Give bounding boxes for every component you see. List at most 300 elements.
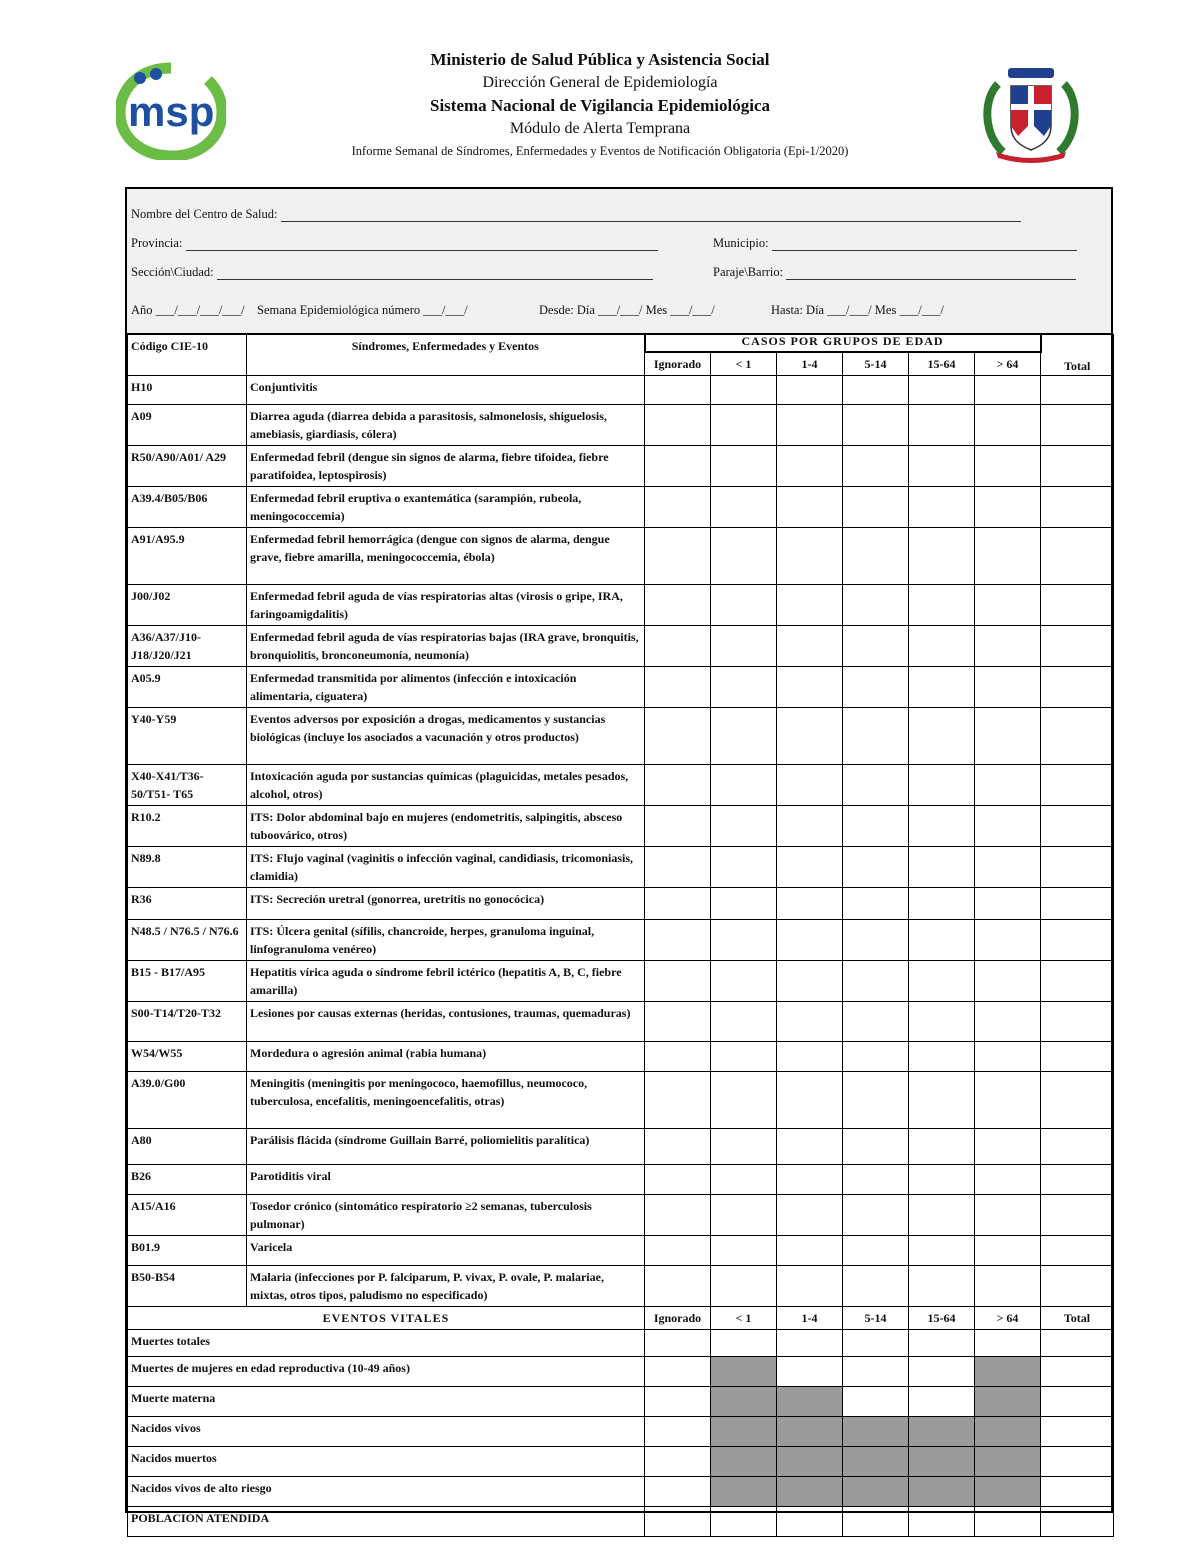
svg-text:msp: msp — [128, 88, 215, 135]
case-count-cell[interactable] — [711, 961, 777, 1002]
vital-count-cell[interactable] — [711, 1330, 777, 1357]
case-count-cell[interactable] — [1041, 528, 1114, 585]
case-count-cell[interactable] — [909, 1195, 975, 1236]
case-count-cell[interactable] — [711, 1165, 777, 1195]
table-row — [128, 765, 1114, 806]
case-count-cell[interactable] — [1041, 446, 1114, 487]
case-count-cell[interactable] — [711, 1042, 777, 1072]
vital-count-cell[interactable] — [1041, 1387, 1114, 1417]
case-count-cell[interactable] — [843, 1195, 909, 1236]
vital-count-cell[interactable] — [1041, 1357, 1114, 1387]
disabled-cell — [843, 1417, 909, 1447]
table-row — [128, 888, 1114, 920]
case-count-cell[interactable] — [843, 487, 909, 528]
condition-description: Enfermedad febril aguda de vías respiratorias bajas (IRA grave, bronquitis, bronquiolitis, bronconeumonía, neumonía) — [247, 626, 645, 667]
case-count-cell[interactable] — [711, 405, 777, 446]
case-count-cell[interactable] — [1041, 1236, 1114, 1266]
age-group-header: CASOS POR GRUPOS DE EDAD — [645, 334, 1041, 352]
disabled-cell — [711, 1387, 777, 1417]
vital-count-cell[interactable] — [645, 1357, 711, 1387]
vital-event-label: Nacidos vivos — [128, 1417, 645, 1447]
icd-code: A39.0/G00 — [128, 1072, 247, 1129]
case-count-cell[interactable] — [777, 585, 843, 626]
vital-count-cell[interactable] — [975, 1507, 1041, 1537]
case-count-cell[interactable] — [777, 1129, 843, 1165]
case-count-cell[interactable] — [843, 806, 909, 847]
case-count-cell[interactable] — [645, 920, 711, 961]
vital-count-cell[interactable] — [843, 1357, 909, 1387]
centro-field[interactable] — [281, 209, 1021, 222]
case-count-cell[interactable] — [975, 667, 1041, 708]
desde-field[interactable]: Desde: Día ___/___/ Mes ___/___/ — [539, 303, 715, 317]
case-count-cell[interactable] — [645, 708, 711, 765]
case-count-cell[interactable] — [711, 585, 777, 626]
vital-count-cell[interactable] — [645, 1507, 711, 1537]
icd-code: B01.9 — [128, 1236, 247, 1266]
case-count-cell[interactable] — [843, 1266, 909, 1307]
case-count-cell[interactable] — [843, 708, 909, 765]
case-count-cell[interactable] — [711, 765, 777, 806]
icd-code: A39.4/B05/B06 — [128, 487, 247, 528]
case-count-cell[interactable] — [645, 1002, 711, 1042]
case-count-cell[interactable] — [843, 585, 909, 626]
case-count-cell[interactable] — [1041, 1266, 1114, 1307]
case-count-cell[interactable] — [777, 920, 843, 961]
icd-code: B26 — [128, 1165, 247, 1195]
icd-code: R10.2 — [128, 806, 247, 847]
case-count-cell[interactable] — [909, 1072, 975, 1129]
case-count-cell[interactable] — [645, 667, 711, 708]
case-count-cell[interactable] — [975, 446, 1041, 487]
case-count-cell[interactable] — [909, 920, 975, 961]
coat-of-arms-icon — [978, 64, 1084, 164]
case-count-cell[interactable] — [975, 1072, 1041, 1129]
condition-description: Lesiones por causas externas (heridas, contusiones, traumas, quemaduras) — [247, 1002, 645, 1042]
case-count-cell[interactable] — [645, 446, 711, 487]
case-count-cell[interactable] — [711, 1266, 777, 1307]
age-column-header: < 1 — [711, 352, 777, 376]
case-count-cell[interactable] — [777, 626, 843, 667]
case-count-cell[interactable] — [711, 626, 777, 667]
case-count-cell[interactable] — [975, 806, 1041, 847]
case-count-cell[interactable] — [777, 888, 843, 920]
case-count-cell[interactable] — [975, 487, 1041, 528]
case-count-cell[interactable] — [711, 528, 777, 585]
case-count-cell[interactable] — [975, 405, 1041, 446]
total-column-header: Total — [1041, 334, 1114, 376]
disabled-cell — [777, 1447, 843, 1477]
case-count-cell[interactable] — [975, 888, 1041, 920]
directorate-title: Dirección General de Epidemiología — [482, 74, 718, 91]
table-row — [128, 920, 1114, 961]
case-count-cell[interactable] — [711, 487, 777, 528]
vital-event-row — [128, 1477, 1114, 1507]
case-count-cell[interactable] — [711, 667, 777, 708]
case-count-cell[interactable] — [645, 376, 711, 405]
case-count-cell[interactable] — [1041, 1129, 1114, 1165]
case-count-cell[interactable] — [777, 405, 843, 446]
case-count-cell[interactable] — [777, 667, 843, 708]
case-count-cell[interactable] — [909, 806, 975, 847]
case-count-cell[interactable] — [711, 806, 777, 847]
vital-event-row — [128, 1387, 1114, 1417]
icd-code: A09 — [128, 405, 247, 446]
table-row — [128, 961, 1114, 1002]
age-column-header: 1-4 — [777, 352, 843, 376]
case-count-cell[interactable] — [909, 446, 975, 487]
vital-event-label: Nacidos muertos — [128, 1447, 645, 1477]
case-count-cell[interactable] — [777, 806, 843, 847]
case-count-cell[interactable] — [909, 528, 975, 585]
case-count-cell[interactable] — [1041, 1195, 1114, 1236]
case-count-cell[interactable] — [909, 888, 975, 920]
case-count-cell[interactable] — [1041, 708, 1114, 765]
icd-code: R50/A90/A01/ A29 — [128, 446, 247, 487]
case-count-cell[interactable] — [843, 920, 909, 961]
case-count-cell[interactable] — [909, 405, 975, 446]
case-count-cell[interactable] — [777, 708, 843, 765]
case-count-cell[interactable] — [645, 847, 711, 888]
case-count-cell[interactable] — [1041, 806, 1114, 847]
case-count-cell[interactable] — [645, 888, 711, 920]
case-count-cell[interactable] — [777, 528, 843, 585]
vital-count-cell[interactable] — [645, 1417, 711, 1447]
icd-code: A15/A16 — [128, 1195, 247, 1236]
vital-count-cell[interactable] — [645, 1387, 711, 1417]
case-count-cell[interactable] — [645, 1236, 711, 1266]
seccion-label: Sección\Ciudad: — [131, 265, 214, 279]
case-count-cell[interactable] — [645, 528, 711, 585]
vital-events-header: EVENTOS VITALES — [128, 1307, 645, 1330]
case-count-cell[interactable] — [1041, 626, 1114, 667]
vital-count-cell[interactable] — [975, 1330, 1041, 1357]
vital-event-row — [128, 1330, 1114, 1357]
case-count-cell[interactable] — [909, 1236, 975, 1266]
vital-count-cell[interactable] — [1041, 1447, 1114, 1477]
case-count-cell[interactable] — [711, 1195, 777, 1236]
vital-count-cell[interactable] — [843, 1330, 909, 1357]
vital-event-row — [128, 1447, 1114, 1477]
disabled-cell — [777, 1477, 843, 1507]
case-count-cell[interactable] — [777, 847, 843, 888]
table-row — [128, 1129, 1114, 1165]
icd-code: Y40-Y59 — [128, 708, 247, 765]
icd-code: N89.8 — [128, 847, 247, 888]
vital-count-cell[interactable] — [645, 1477, 711, 1507]
case-count-cell[interactable] — [843, 888, 909, 920]
disabled-cell — [843, 1477, 909, 1507]
case-count-cell[interactable] — [975, 376, 1041, 405]
vital-count-cell[interactable] — [777, 1507, 843, 1537]
case-count-cell[interactable] — [975, 708, 1041, 765]
age-column-header: 5-14 — [843, 1307, 909, 1330]
case-count-cell[interactable] — [711, 446, 777, 487]
case-count-cell[interactable] — [909, 667, 975, 708]
case-count-cell[interactable] — [909, 1266, 975, 1307]
vital-count-cell[interactable] — [1041, 1330, 1114, 1357]
case-count-cell[interactable] — [975, 1042, 1041, 1072]
centro-label: Nombre del Centro de Salud: — [131, 207, 278, 221]
disabled-cell — [975, 1387, 1041, 1417]
condition-description: Enfermedad febril hemorrágica (dengue con signos de alarma, dengue grave, fiebre amarilla, meningococcemia, ébola) — [247, 528, 645, 585]
anio-field[interactable]: Año ___/___/___/___/ — [131, 303, 245, 317]
case-count-cell[interactable] — [975, 1236, 1041, 1266]
case-count-cell[interactable] — [909, 487, 975, 528]
case-count-cell[interactable] — [843, 446, 909, 487]
case-count-cell[interactable] — [1041, 765, 1114, 806]
case-count-cell[interactable] — [711, 847, 777, 888]
case-count-cell[interactable] — [843, 1236, 909, 1266]
case-count-cell[interactable] — [711, 920, 777, 961]
case-count-cell[interactable] — [975, 1002, 1041, 1042]
disabled-cell — [777, 1387, 843, 1417]
case-count-cell[interactable] — [843, 765, 909, 806]
case-count-cell[interactable] — [645, 961, 711, 1002]
condition-description: Intoxicación aguda por sustancias químicas (plaguicidas, metales pesados, alcohol, otros) — [247, 765, 645, 806]
case-count-cell[interactable] — [975, 847, 1041, 888]
case-count-cell[interactable] — [777, 1236, 843, 1266]
case-count-cell[interactable] — [777, 1195, 843, 1236]
vital-count-cell[interactable] — [777, 1330, 843, 1357]
case-count-cell[interactable] — [1041, 888, 1114, 920]
case-count-cell[interactable] — [711, 1129, 777, 1165]
case-count-cell[interactable] — [909, 1002, 975, 1042]
case-count-cell[interactable] — [645, 765, 711, 806]
case-count-cell[interactable] — [909, 585, 975, 626]
condition-description: ITS: Dolor abdominal bajo en mujeres (endometritis, salpingitis, absceso tuboovárico, otros) — [247, 806, 645, 847]
case-count-cell[interactable] — [975, 961, 1041, 1002]
case-count-cell[interactable] — [777, 1266, 843, 1307]
table-row — [128, 667, 1114, 708]
case-count-cell[interactable] — [645, 405, 711, 446]
vital-count-cell[interactable] — [909, 1387, 975, 1417]
vital-event-label: POBLACIÓN ATENDIDA — [128, 1507, 645, 1537]
table-row — [128, 1165, 1114, 1195]
case-count-cell[interactable] — [1041, 585, 1114, 626]
icd-code: B50-B54 — [128, 1266, 247, 1307]
vital-count-cell[interactable] — [711, 1507, 777, 1537]
case-count-cell[interactable] — [909, 961, 975, 1002]
case-count-cell[interactable] — [777, 1072, 843, 1129]
case-count-cell[interactable] — [645, 487, 711, 528]
case-count-cell[interactable] — [645, 1129, 711, 1165]
condition-description: Mordedura o agresión animal (rabia humana) — [247, 1042, 645, 1072]
condition-description: Enfermedad transmitida por alimentos (infección e intoxicación alimentaria, ciguatera) — [247, 667, 645, 708]
vital-event-label: Nacidos vivos de alto riesgo — [128, 1477, 645, 1507]
case-count-cell[interactable] — [975, 626, 1041, 667]
case-count-cell[interactable] — [777, 1165, 843, 1195]
case-count-cell[interactable] — [1041, 1165, 1114, 1195]
case-count-cell[interactable] — [843, 1042, 909, 1072]
condition-description: Eventos adversos por exposición a drogas, medicamentos y sustancias biológicas (incluye los asociados a vacunación y otros productos) — [247, 708, 645, 765]
case-count-cell[interactable] — [1041, 487, 1114, 528]
condition-description: Diarrea aguda (diarrea debida a parasitosis, salmonelosis, shiguelosis, amebiasis, giardiasis, cólera) — [247, 405, 645, 446]
age-column-header: Ignorado — [645, 1307, 711, 1330]
vital-count-cell[interactable] — [645, 1330, 711, 1357]
age-column-header: > 64 — [975, 1307, 1041, 1330]
vital-count-cell[interactable] — [1041, 1417, 1114, 1447]
case-count-cell[interactable] — [711, 1236, 777, 1266]
disabled-cell — [843, 1447, 909, 1477]
case-count-cell[interactable] — [711, 708, 777, 765]
case-count-cell[interactable] — [777, 1042, 843, 1072]
case-count-cell[interactable] — [777, 1002, 843, 1042]
case-count-cell[interactable] — [843, 1129, 909, 1165]
disabled-cell — [711, 1447, 777, 1477]
disabled-cell — [975, 1357, 1041, 1387]
vital-count-cell[interactable] — [645, 1447, 711, 1477]
icd-code: J00/J02 — [128, 585, 247, 626]
case-count-cell[interactable] — [1041, 961, 1114, 1002]
age-column-header: < 1 — [711, 1307, 777, 1330]
case-count-cell[interactable] — [777, 765, 843, 806]
case-count-cell[interactable] — [777, 487, 843, 528]
disabled-cell — [975, 1417, 1041, 1447]
case-count-cell[interactable] — [909, 1165, 975, 1195]
case-count-cell[interactable] — [975, 1129, 1041, 1165]
case-count-cell[interactable] — [1041, 1042, 1114, 1072]
disabled-cell — [975, 1477, 1041, 1507]
case-count-cell[interactable] — [645, 1266, 711, 1307]
seccion-field[interactable] — [217, 267, 653, 280]
case-count-cell[interactable] — [777, 961, 843, 1002]
case-count-cell[interactable] — [843, 847, 909, 888]
disabled-cell — [711, 1357, 777, 1387]
case-count-cell[interactable] — [909, 1042, 975, 1072]
vital-count-cell[interactable] — [909, 1507, 975, 1537]
disabled-cell — [909, 1447, 975, 1477]
case-count-cell[interactable] — [1041, 920, 1114, 961]
vital-event-row — [128, 1507, 1114, 1537]
vital-count-cell[interactable] — [843, 1507, 909, 1537]
table-row — [128, 1195, 1114, 1236]
icd-code: X40-X41/T36- 50/T51- T65 — [128, 765, 247, 806]
vital-event-label: Muertes totales — [128, 1330, 645, 1357]
icd-code: A05.9 — [128, 667, 247, 708]
case-count-cell[interactable] — [843, 667, 909, 708]
case-count-cell[interactable] — [975, 1165, 1041, 1195]
disabled-cell — [909, 1477, 975, 1507]
desc-column-header: Síndromes, Enfermedades y Eventos — [247, 334, 645, 376]
case-count-cell[interactable] — [975, 1266, 1041, 1307]
age-column-header: > 64 — [975, 352, 1041, 376]
case-count-cell[interactable] — [711, 1072, 777, 1129]
age-column-header: 1-4 — [777, 1307, 843, 1330]
case-count-cell[interactable] — [1041, 1002, 1114, 1042]
age-column-header: 15-64 — [909, 352, 975, 376]
table-row — [128, 626, 1114, 667]
case-count-cell[interactable] — [843, 961, 909, 1002]
municipio-field[interactable] — [772, 238, 1077, 251]
table-row — [128, 847, 1114, 888]
paraje-field[interactable] — [786, 267, 1076, 280]
case-count-cell[interactable] — [1041, 667, 1114, 708]
icd-code: N48.5 / N76.5 / N76.6 — [128, 920, 247, 961]
case-count-cell[interactable] — [843, 405, 909, 446]
municipio-label: Municipio: — [713, 236, 769, 250]
case-count-cell[interactable] — [843, 1165, 909, 1195]
case-count-cell[interactable] — [843, 1002, 909, 1042]
case-count-cell[interactable] — [1041, 1072, 1114, 1129]
icd-code: R36 — [128, 888, 247, 920]
case-count-cell[interactable] — [645, 1042, 711, 1072]
provincia-field[interactable] — [186, 238, 658, 251]
vital-event-row — [128, 1357, 1114, 1387]
case-count-cell[interactable] — [843, 528, 909, 585]
case-count-cell[interactable] — [909, 626, 975, 667]
case-count-cell[interactable] — [777, 376, 843, 405]
case-count-cell[interactable] — [909, 847, 975, 888]
case-count-cell[interactable] — [645, 1195, 711, 1236]
case-count-cell[interactable] — [909, 376, 975, 405]
case-count-cell[interactable] — [909, 708, 975, 765]
case-count-cell[interactable] — [975, 765, 1041, 806]
vital-count-cell[interactable] — [777, 1357, 843, 1387]
case-count-cell[interactable] — [777, 446, 843, 487]
vital-count-cell[interactable] — [909, 1357, 975, 1387]
vital-count-cell[interactable] — [1041, 1477, 1114, 1507]
system-title: Sistema Nacional de Vigilancia Epidemiológica — [429, 96, 770, 115]
total-column-header: Total — [1041, 1307, 1114, 1330]
case-count-cell[interactable] — [975, 1195, 1041, 1236]
case-count-cell[interactable] — [843, 626, 909, 667]
case-count-cell[interactable] — [975, 920, 1041, 961]
case-count-cell[interactable] — [909, 765, 975, 806]
table-row — [128, 446, 1114, 487]
condition-description: ITS: Úlcera genital (sífilis, chancroide, herpes, granuloma inguinal, linfogranuloma venéreo) — [247, 920, 645, 961]
case-count-cell[interactable] — [1041, 847, 1114, 888]
case-count-cell[interactable] — [909, 1129, 975, 1165]
icd-code: A91/A95.9 — [128, 528, 247, 585]
code-column-header: Código CIE-10 — [128, 334, 247, 376]
case-count-cell[interactable] — [645, 626, 711, 667]
case-count-cell[interactable] — [1041, 405, 1114, 446]
case-count-cell[interactable] — [645, 1165, 711, 1195]
condition-description: Tosedor crónico (sintomático respiratorio ≥2 semanas, tuberculosis pulmonar) — [247, 1195, 645, 1236]
case-count-cell[interactable] — [1041, 376, 1114, 405]
msp-logo-icon — [116, 60, 226, 160]
report-form — [125, 187, 1113, 1525]
icd-code: W54/W55 — [128, 1042, 247, 1072]
case-count-cell[interactable] — [843, 376, 909, 405]
module-title: Módulo de Alerta Temprana — [509, 120, 691, 137]
disabled-cell — [909, 1417, 975, 1447]
case-count-cell[interactable] — [975, 528, 1041, 585]
case-count-cell[interactable] — [711, 1002, 777, 1042]
case-count-cell[interactable] — [645, 806, 711, 847]
vital-count-cell[interactable] — [909, 1330, 975, 1357]
condition-description: ITS: Flujo vaginal (vaginitis o infección vaginal, candidiasis, tricomoniasis, clamidia) — [247, 847, 645, 888]
table-row — [128, 806, 1114, 847]
table-row — [128, 585, 1114, 626]
report-title: Informe Semanal de Síndromes, Enfermedades y Eventos de Notificación Obligatoria (Epi-1/2020) — [351, 144, 849, 158]
table-row — [128, 405, 1114, 446]
case-count-cell[interactable] — [711, 376, 777, 405]
hasta-field[interactable]: Hasta: Día ___/___/ Mes ___/___/ — [771, 303, 944, 317]
semana-field[interactable]: Semana Epidemiológica número ___/___/ — [257, 303, 468, 317]
vital-count-cell[interactable] — [1041, 1507, 1114, 1537]
case-count-cell[interactable] — [975, 585, 1041, 626]
case-count-cell[interactable] — [711, 888, 777, 920]
disabled-cell — [711, 1477, 777, 1507]
vital-event-label: Muertes de mujeres en edad reproductiva (10-49 años) — [128, 1357, 645, 1387]
case-count-cell[interactable] — [645, 1072, 711, 1129]
case-count-cell[interactable] — [843, 1072, 909, 1129]
icd-code: A36/A37/J10- J18/J20/J21 — [128, 626, 247, 667]
vital-count-cell[interactable] — [843, 1387, 909, 1417]
case-count-cell[interactable] — [645, 585, 711, 626]
condition-description: Enfermedad febril (dengue sin signos de alarma, fiebre tifoidea, fiebre paratifoidea, leptospirosis) — [247, 446, 645, 487]
